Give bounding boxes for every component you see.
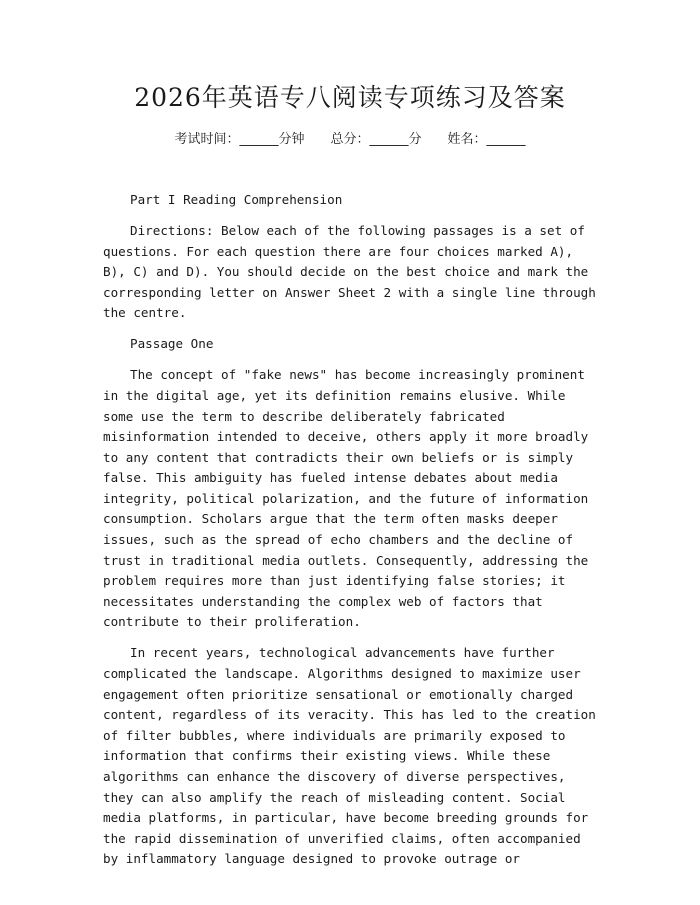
document-title: 2026年英语专八阅读专项练习及答案 — [134, 83, 566, 112]
passage-heading: Passage One — [130, 336, 214, 352]
section-heading: Part I Reading Comprehension — [130, 192, 343, 207]
passage-paragraph-2: In recent years, technological advancements have further complicated the landscape. Algorithms designed to maximize user engagement often prioritize sensational or emotionally charged content, regardless of its veracity. This has led to the creation of filter bubbles, where individuals are primarily exposed to information that confirms their existing views. While these algorithms can enhance the discovery of diverse perspectives, they can also amplify the reach of misleading content. Social media platforms, in particular, have become breeding grounds for the rapid dissemination of unverified claims, often accompanied by inflammatory language designed to provoke outrage or — [103, 645, 596, 867]
document-body — [103, 190, 603, 880]
student-name-field: 姓名：______ — [447, 132, 526, 147]
exam-time-field: 考试时间：______分钟 — [174, 132, 305, 147]
exam-meta-line — [0, 130, 700, 150]
total-score-field: 总分：______分 — [330, 132, 422, 147]
directions-paragraph: Directions: Below each of the following passages is a set of questions. For each question there are four choices marked A), B), C) and D). You should decide on the best choice and mark the corresponding letter on Answer Sheet 2 with a single line through the centre. — [103, 222, 596, 321]
passage-paragraph-1: The concept of "fake news" has become increasingly prominent in the digital age, yet its definition remains elusive. While some use the term to describe deliberately fabricated misinformation intended to deceive, others apply it more broadly to any content that contradicts their own beliefs or is simply false. This ambiguity has fueled intense debates about media integrity, political polarization, and the future of information consumption. Scholars argue that the term often masks deeper issues, such as the spread of echo chambers and the decline of trust in traditional media outlets. Consequently, addressing the problem requires more than just identifying false stories; it necessitates understanding the complex web of factors that contribute to their proliferation. — [103, 367, 589, 630]
